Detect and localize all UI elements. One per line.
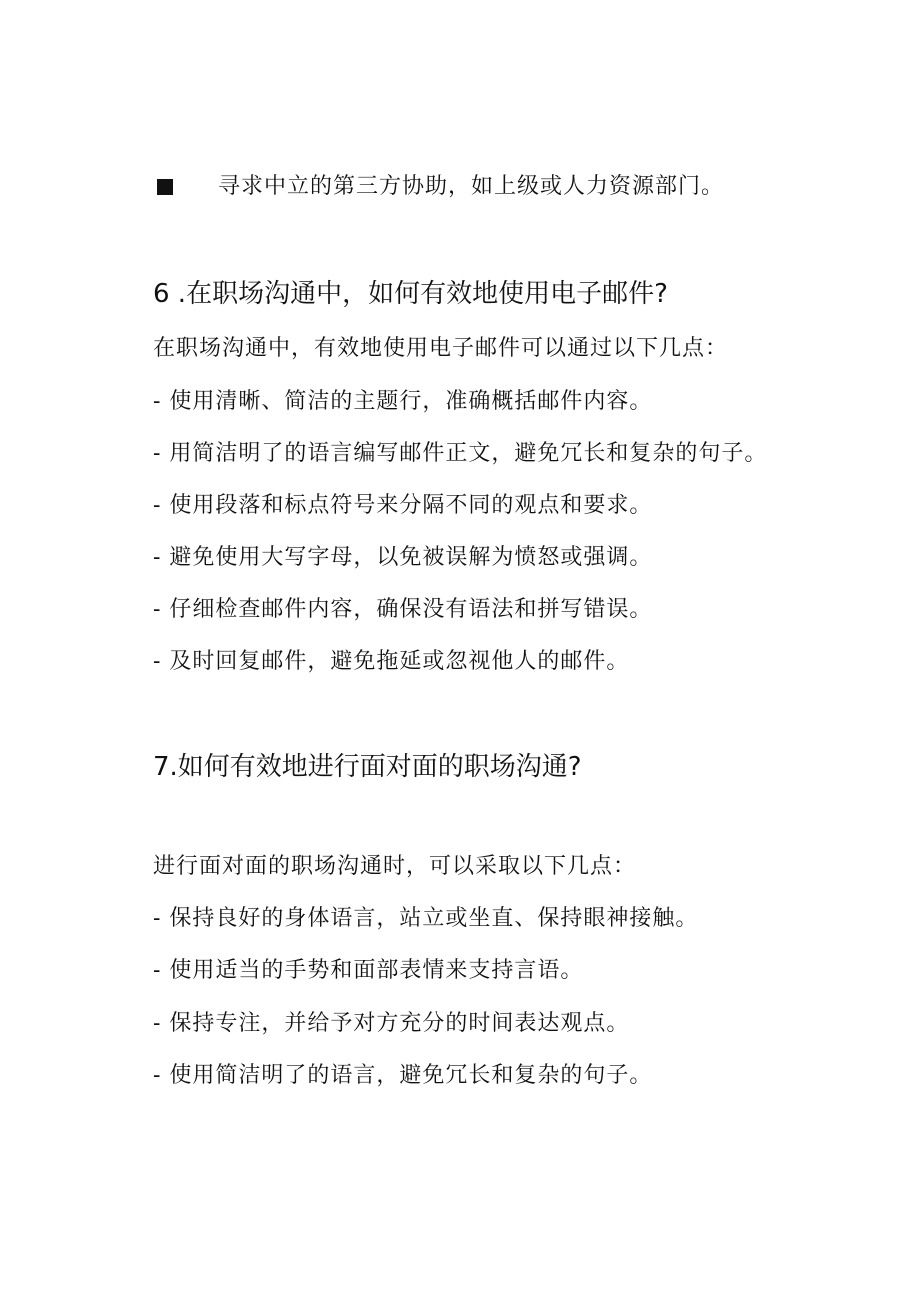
section-6-heading: 6 .在职场沟通中，如何有效地使用电子邮件?	[153, 279, 668, 309]
section-7-intro: 进行面对面的职场沟通时，可以采取以下几点：	[153, 854, 637, 879]
section-6-item: - 避免使用大写字母，以免被误解为愤怒或强调。	[153, 545, 653, 570]
section-6-intro: 在职场沟通中，有效地使用电子邮件可以通过以下几点：	[153, 336, 729, 361]
section-7-item: - 使用简洁明了的语言，避免冗长和复杂的句子。	[153, 1063, 653, 1088]
section-6-item: - 仔细检查邮件内容，确保没有语法和拼写错误。	[153, 597, 653, 622]
section-7-item: - 保持良好的身体语言，站立或坐直、保持眼神接触。	[153, 906, 699, 931]
section-6-item: - 使用清晰、简洁的主题行，准确概括邮件内容。	[153, 389, 653, 414]
section-6-item: - 用简洁明了的语言编写邮件正文，避免冗长和复杂的句子。	[153, 441, 768, 466]
section-7-heading: 7.如何有效地进行面对面的职场沟通?	[153, 752, 582, 782]
square-bullet-icon	[157, 179, 173, 195]
section-7-item: - 保持专注，并给予对方充分的时间表达观点。	[153, 1011, 630, 1036]
section-6-item: - 及时回复邮件，避免拖延或忽视他人的邮件。	[153, 649, 630, 674]
bullet-text: 寻求中立的第三方协助，如上级或人力资源部门。	[218, 174, 725, 199]
section-6-item: - 使用段落和标点符号来分隔不同的观点和要求。	[153, 493, 653, 518]
section-7-item: - 使用适当的手势和面部表情来支持言语。	[153, 958, 584, 983]
